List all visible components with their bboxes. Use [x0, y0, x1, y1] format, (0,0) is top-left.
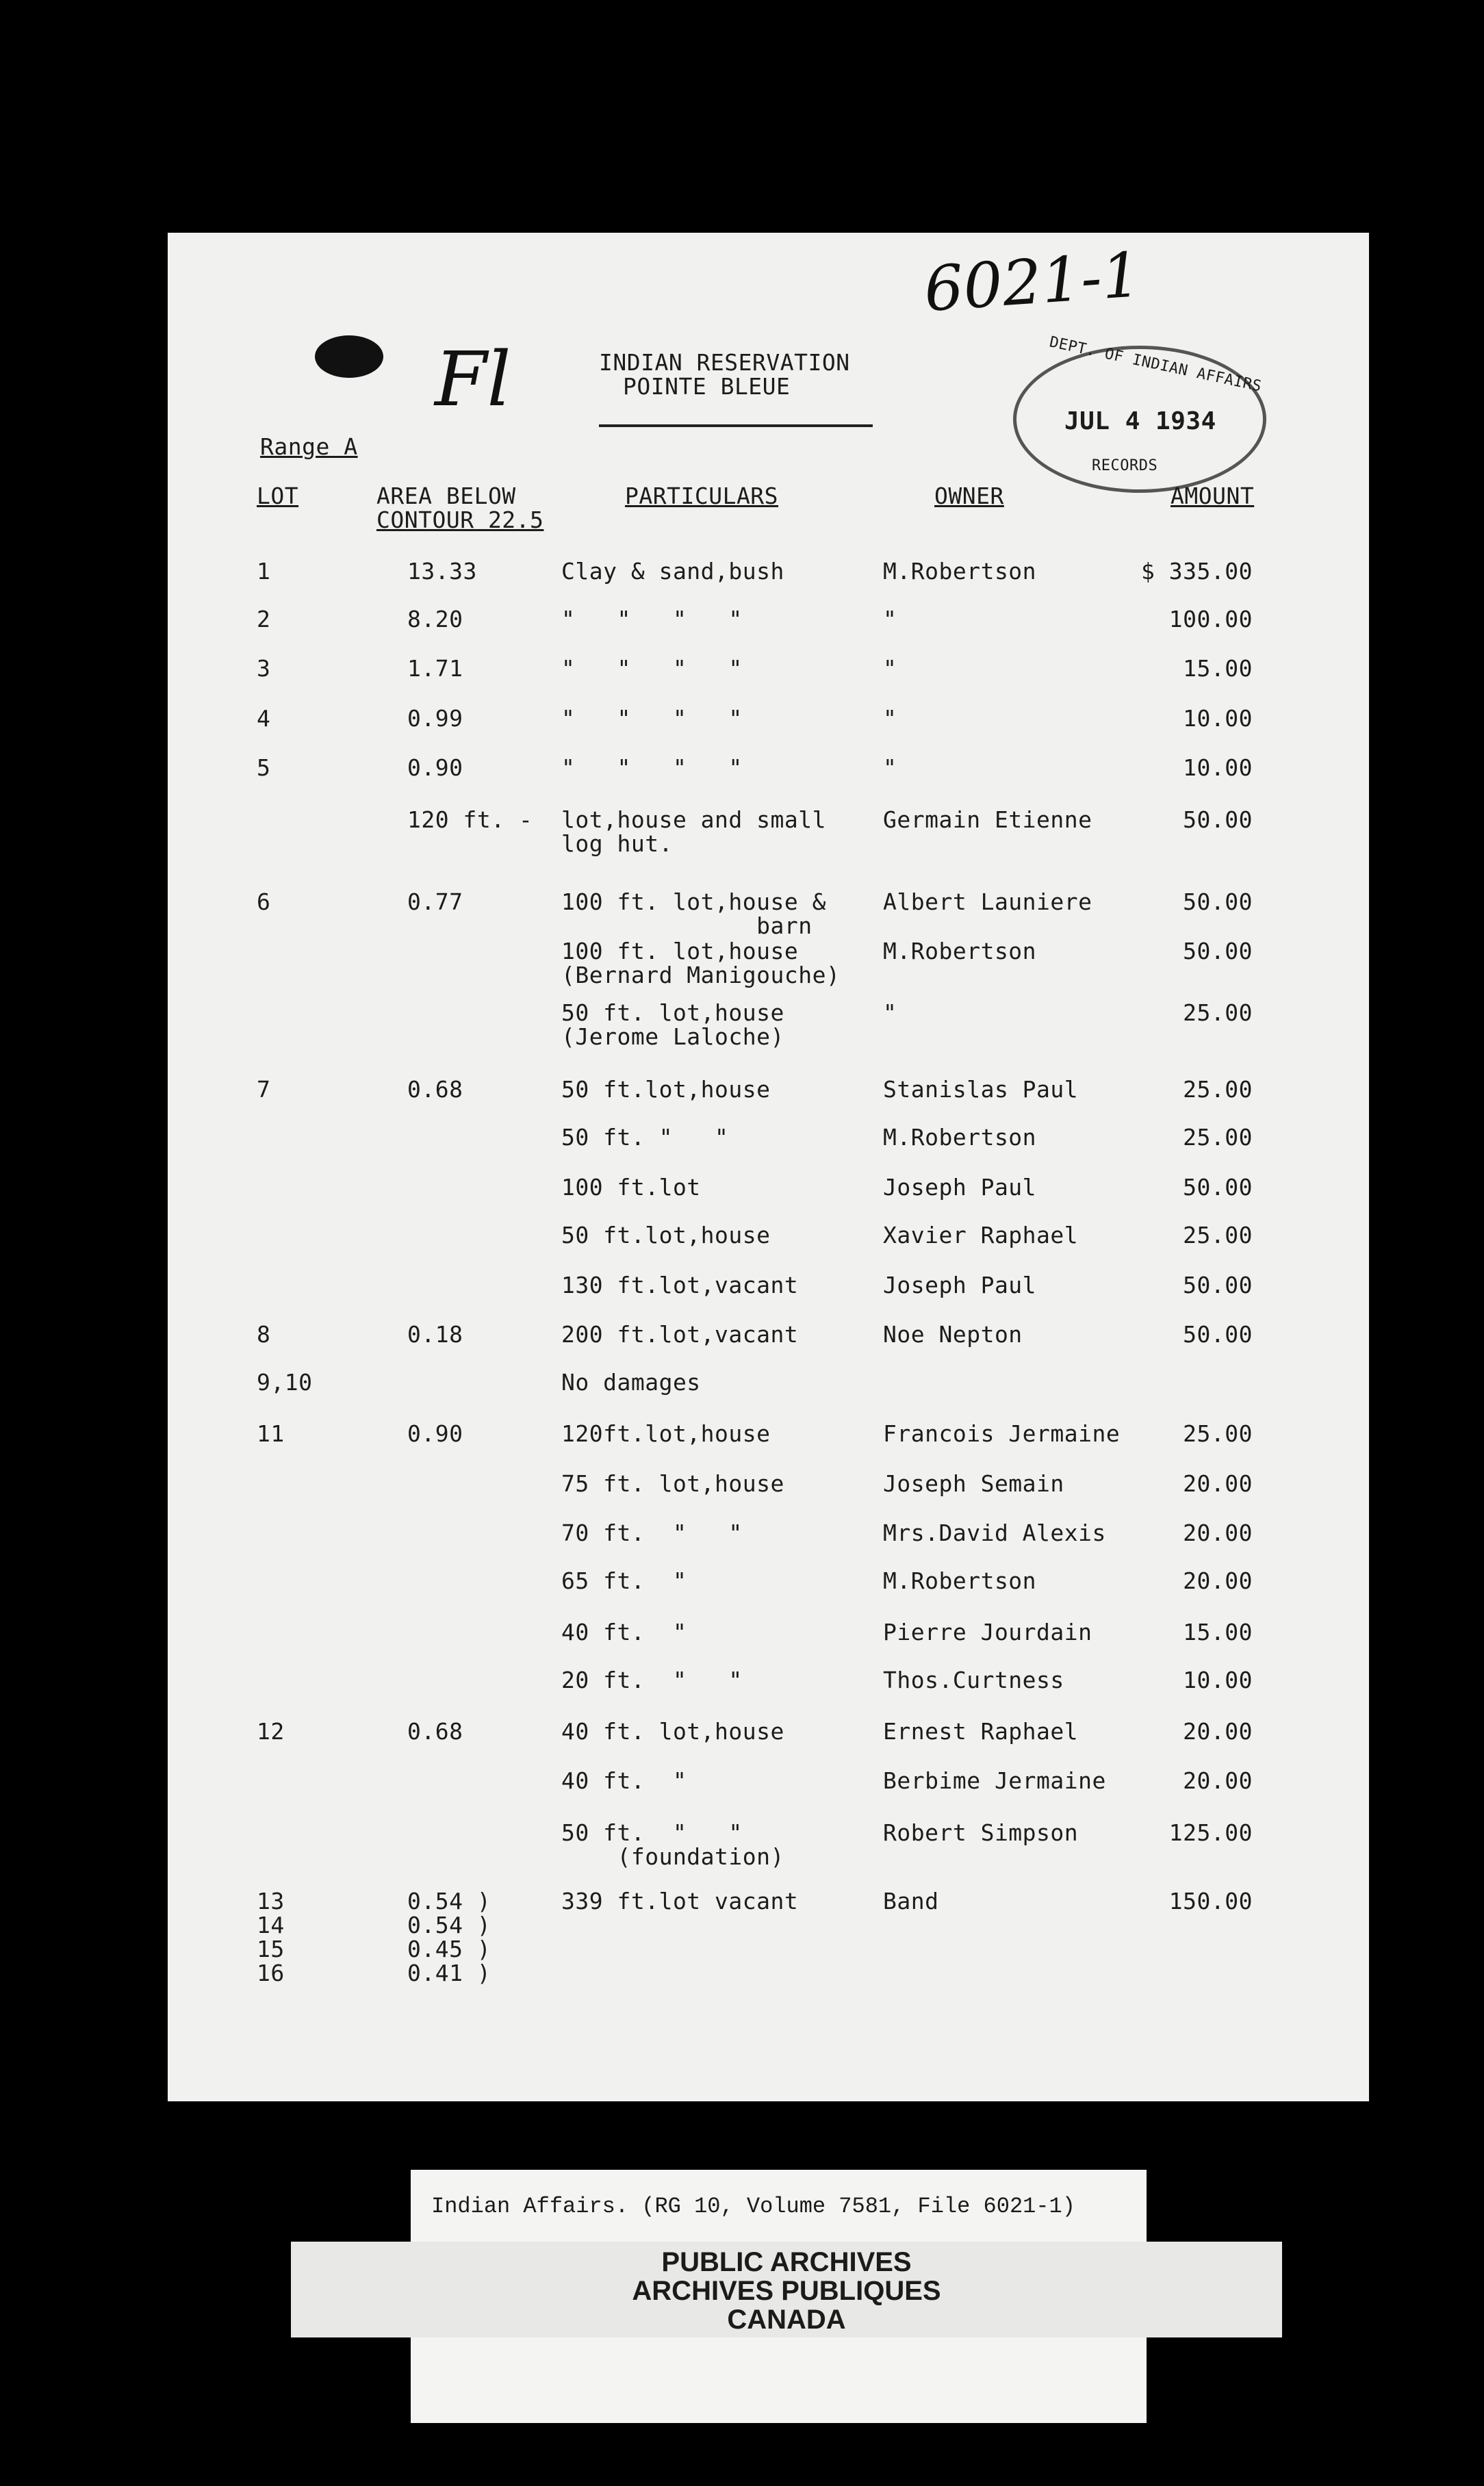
cell-area: 0.18	[407, 1321, 463, 1348]
cell-area: 0.77	[407, 888, 463, 915]
cell-amount: 50.00	[1183, 806, 1253, 833]
cell-owner: Band	[883, 1888, 939, 1914]
cell-amount: $ 335.00	[1141, 558, 1253, 585]
cell-particulars: 50 ft. lot,house	[561, 999, 784, 1026]
archive-line2: ARCHIVES PUBLIQUES	[632, 2276, 941, 2306]
cell-particulars: 100 ft. lot,house	[561, 938, 799, 964]
cell-lot: 1	[257, 558, 271, 585]
cell-particulars: 20 ft. " "	[561, 1667, 743, 1693]
cell-lot: 15	[257, 1936, 285, 1962]
cell-amount: 25.00	[1183, 1222, 1253, 1248]
cell-amount: 20.00	[1183, 1718, 1253, 1745]
cell-amount: 150.00	[1168, 1888, 1253, 1914]
cell-owner: "	[883, 655, 897, 682]
cell-owner: Robert Simpson	[883, 1819, 1079, 1846]
cell-owner: Francois Jermaine	[883, 1420, 1121, 1447]
cell-lot: 6	[257, 888, 271, 915]
cell-lot: 16	[257, 1960, 285, 1986]
cell-amount: 25.00	[1183, 1420, 1253, 1447]
cell-lot: 9,10	[257, 1369, 313, 1396]
cell-particulars: No damages	[561, 1369, 701, 1396]
cell-particulars: 40 ft. "	[561, 1767, 687, 1794]
cell-particulars: " " " "	[561, 754, 743, 781]
document-title-line1: INDIAN RESERVATION	[599, 349, 850, 376]
cell-lot: 8	[257, 1321, 271, 1348]
handwritten-initials: Fl	[435, 335, 511, 423]
stamp-top-text: DEPT. OF INDIAN AFFAIRS	[1047, 333, 1264, 396]
cell-amount: 15.00	[1183, 1619, 1253, 1645]
cell-lot: 2	[257, 606, 271, 632]
cell-amount: 50.00	[1183, 1321, 1253, 1348]
cell-amount: 50.00	[1183, 1272, 1253, 1298]
cell-area: 120 ft. -	[407, 806, 533, 833]
cell-particulars: 130 ft.lot,vacant	[561, 1272, 799, 1298]
cell-owner: Ernest Raphael	[883, 1718, 1079, 1745]
cell-amount: 10.00	[1183, 1667, 1253, 1693]
cell-amount: 20.00	[1183, 1520, 1253, 1546]
cell-lot: 11	[257, 1420, 285, 1447]
cell-particulars: " " " "	[561, 655, 743, 682]
document-page	[168, 233, 1369, 2101]
cell-lot: 14	[257, 1912, 285, 1938]
cell-particulars: 50 ft. " "	[561, 1124, 729, 1151]
cell-area: 0.54 )	[407, 1888, 491, 1914]
cell-area: 0.54 )	[407, 1912, 491, 1938]
title-underline	[599, 424, 873, 427]
range-label: Range A	[260, 433, 358, 460]
cell-owner: M.Robertson	[883, 938, 1037, 964]
cell-particulars: " " " "	[561, 606, 743, 632]
cell-owner: Joseph Semain	[883, 1470, 1064, 1497]
archive-line3: CANADA	[727, 2305, 846, 2335]
cell-amount: 20.00	[1183, 1470, 1253, 1497]
cell-particulars: lot,house and small	[561, 806, 826, 833]
cell-particulars-line2: (Jerome Laloche)	[561, 1023, 784, 1050]
cell-amount: 25.00	[1183, 1124, 1253, 1151]
cell-particulars: 100 ft.lot	[561, 1174, 701, 1201]
cell-owner: "	[883, 705, 897, 732]
cell-particulars: 70 ft. " "	[561, 1520, 743, 1546]
cell-lot: 12	[257, 1718, 285, 1745]
archive-line1: PUBLIC ARCHIVES	[661, 2247, 912, 2277]
column-amount: AMOUNT	[1170, 483, 1255, 509]
cell-owner: M.Robertson	[883, 558, 1037, 585]
column-owner: OWNER	[934, 483, 1004, 509]
cell-amount: 10.00	[1183, 754, 1253, 781]
cell-amount: 50.00	[1183, 938, 1253, 964]
cell-area: 0.99	[407, 705, 463, 732]
cell-amount: 50.00	[1183, 888, 1253, 915]
cell-particulars-line2: (Bernard Manigouche)	[561, 962, 841, 988]
cell-amount: 100.00	[1168, 606, 1253, 632]
cell-area: 0.90	[407, 1420, 463, 1447]
cell-lot: 5	[257, 754, 271, 781]
cell-area: 0.68	[407, 1718, 463, 1745]
cell-lot: 3	[257, 655, 271, 682]
cell-amount: 25.00	[1183, 999, 1253, 1026]
cell-lot: 4	[257, 705, 271, 732]
archive-citation: Indian Affairs. (RG 10, Volume 7581, File 6021-1)	[431, 2194, 1075, 2219]
cell-owner: "	[883, 999, 897, 1026]
cell-owner: Pierre Jourdain	[883, 1619, 1092, 1645]
cell-owner: Noe Nepton	[883, 1321, 1023, 1348]
cell-area: 0.90	[407, 754, 463, 781]
cell-particulars: 50 ft.lot,house	[561, 1076, 771, 1103]
document-title-line2: POINTE BLEUE	[623, 373, 791, 400]
cell-particulars: 75 ft. lot,house	[561, 1470, 784, 1497]
cell-owner: Albert Launiere	[883, 888, 1092, 915]
cell-area: 0.41 )	[407, 1960, 491, 1986]
column-particulars: PARTICULARS	[625, 483, 779, 509]
cell-owner: Joseph Paul	[883, 1272, 1037, 1298]
cell-lot: 7	[257, 1076, 271, 1103]
handwritten-file-number: 6021-1	[921, 239, 1143, 326]
cell-particulars: 40 ft. lot,house	[561, 1718, 784, 1745]
cell-amount: 50.00	[1183, 1174, 1253, 1201]
cell-area: 1.71	[407, 655, 463, 682]
cell-particulars: 40 ft. "	[561, 1619, 687, 1645]
cell-owner: Germain Etienne	[883, 806, 1092, 833]
cell-particulars: 200 ft.lot,vacant	[561, 1321, 799, 1348]
cell-particulars: 100 ft. lot,house &	[561, 888, 826, 915]
column-area-line1: AREA BELOW	[376, 483, 516, 509]
cell-owner: Mrs.David Alexis	[883, 1520, 1106, 1546]
cell-particulars: " " " "	[561, 705, 743, 732]
column-area-line2: CONTOUR 22.5	[376, 507, 544, 533]
cell-amount: 20.00	[1183, 1767, 1253, 1794]
cell-amount: 10.00	[1183, 705, 1253, 732]
cell-owner: Joseph Paul	[883, 1174, 1037, 1201]
cell-area: 13.33	[407, 558, 477, 585]
cell-particulars: 65 ft. "	[561, 1567, 687, 1594]
cell-owner: Berbime Jermaine	[883, 1767, 1106, 1794]
stamp-bottom-text: RECORDS	[1092, 457, 1158, 474]
cell-particulars: 120ft.lot,house	[561, 1420, 771, 1447]
ink-blot	[315, 335, 383, 378]
cell-owner: "	[883, 606, 897, 632]
archive-band	[291, 2242, 1282, 2337]
cell-amount: 20.00	[1183, 1567, 1253, 1594]
cell-owner: M.Robertson	[883, 1567, 1037, 1594]
cell-owner: Xavier Raphael	[883, 1222, 1079, 1248]
cell-particulars: 50 ft.lot,house	[561, 1222, 771, 1248]
cell-area: 0.45 )	[407, 1936, 491, 1962]
cell-particulars: 50 ft. " "	[561, 1819, 743, 1846]
cell-lot: 13	[257, 1888, 285, 1914]
cell-owner: "	[883, 754, 897, 781]
cell-owner: M.Robertson	[883, 1124, 1037, 1151]
cell-owner: Stanislas Paul	[883, 1076, 1079, 1103]
cell-particulars-line2: log hut.	[561, 830, 673, 857]
cell-area: 0.68	[407, 1076, 463, 1103]
cell-owner: Thos.Curtness	[883, 1667, 1064, 1693]
cell-particulars-line2: (foundation)	[561, 1843, 784, 1870]
stamp-date: JUL 4 1934	[1064, 407, 1216, 435]
cell-amount: 125.00	[1168, 1819, 1253, 1846]
cell-particulars: 339 ft.lot vacant	[561, 1888, 799, 1914]
cell-particulars: Clay & sand,bush	[561, 558, 784, 585]
column-lot: LOT	[257, 483, 299, 509]
received-stamp	[1013, 333, 1266, 493]
cell-amount: 15.00	[1183, 655, 1253, 682]
cell-particulars-line2: barn	[561, 912, 813, 939]
cell-amount: 25.00	[1183, 1076, 1253, 1103]
cell-area: 8.20	[407, 606, 463, 632]
